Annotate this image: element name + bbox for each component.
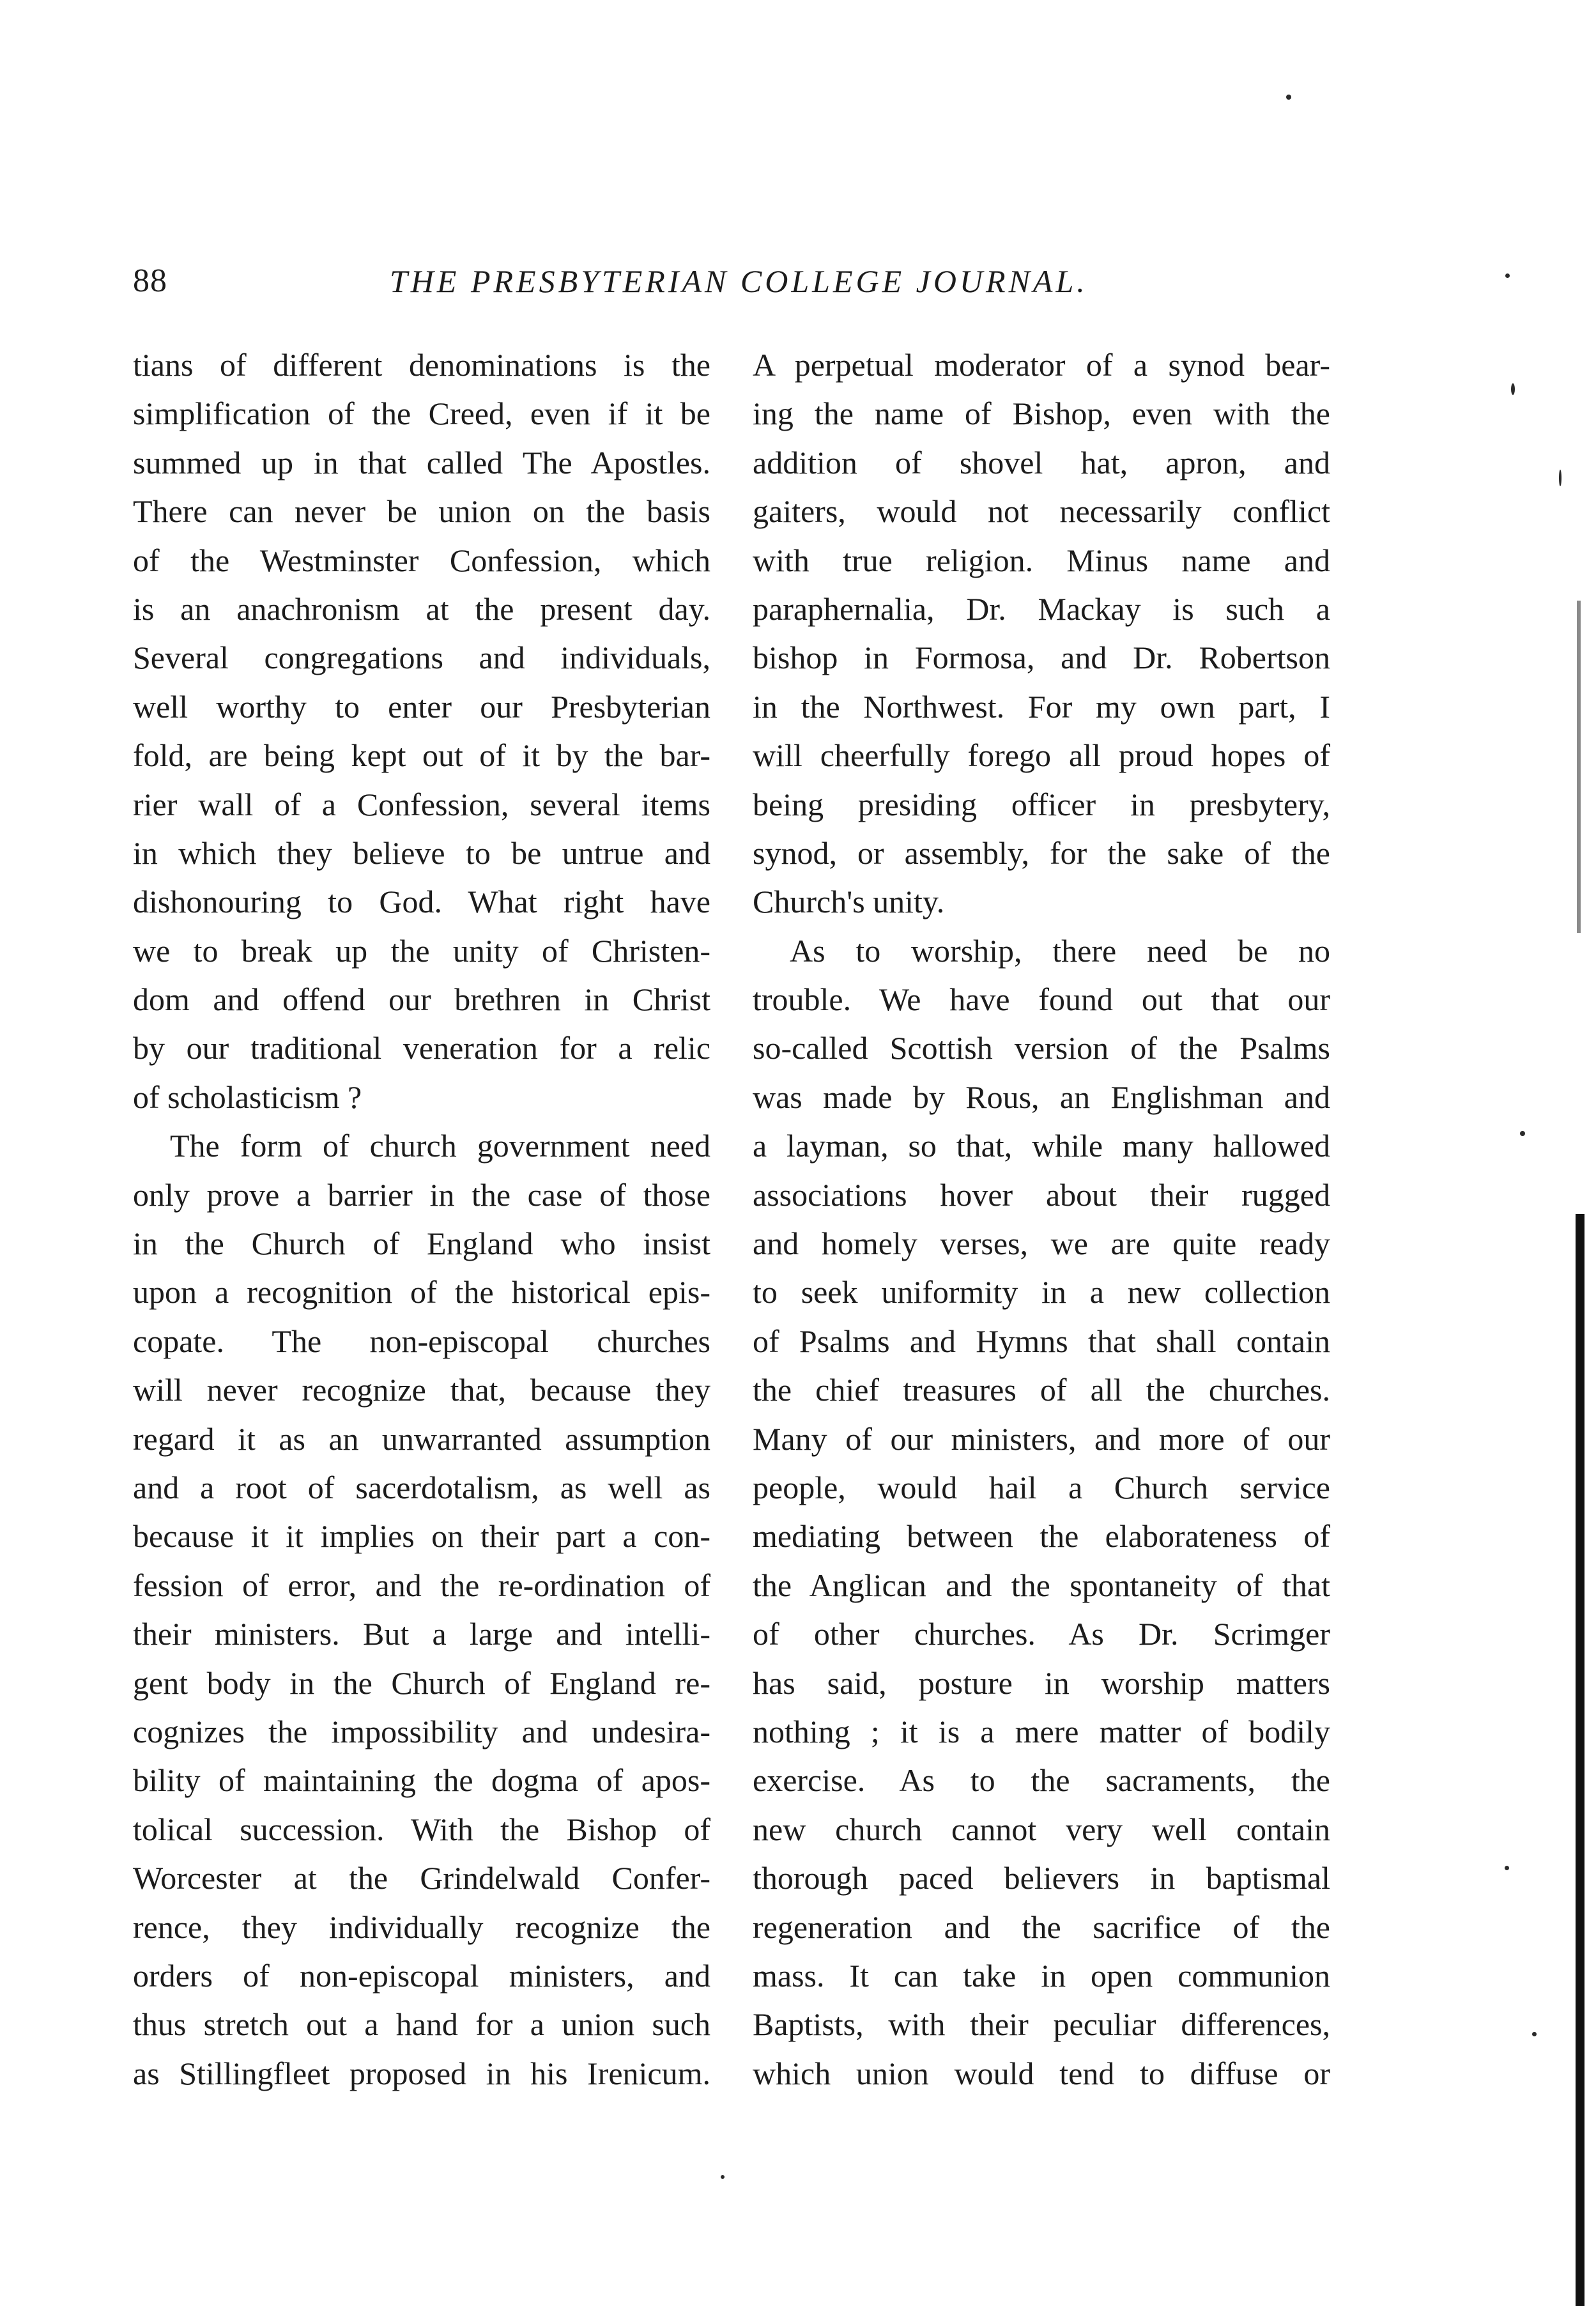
text-line: a layman, so that, while many hallowed: [753, 1128, 1330, 1164]
text-line: because it it implies on their part a con-: [133, 1518, 710, 1555]
text-line: with true religion. Minus name and: [753, 542, 1330, 578]
text-line: summed up in that called The Apostles.: [133, 444, 710, 480]
text-line: people, would hail a Church service: [753, 1469, 1330, 1505]
text-line: Baptists, with their peculiar differences,: [753, 2006, 1330, 2043]
text-line: trouble. We have found out that our: [753, 981, 1330, 1018]
text-line: which union would tend to diffuse or: [753, 2055, 1330, 2091]
text-line: only prove a barrier in the case of those: [133, 1176, 710, 1213]
text-line: dishonouring to God. What right have: [133, 884, 710, 920]
text-line: fold, are being kept out of it by the bar-: [133, 737, 710, 774]
text-line: tians of different denominations is the: [133, 347, 710, 383]
right-text-column: [753, 341, 1330, 2098]
text-line: dom and offend our brethren in Christ: [133, 981, 710, 1018]
text-line: copate. The non-episcopal churches: [133, 1323, 710, 1359]
text-line: the Anglican and the spontaneity of that: [753, 1567, 1330, 1603]
text-line: regeneration and the sacrifice of the: [753, 1909, 1330, 1945]
text-line: Several congregations and individuals,: [133, 640, 710, 676]
text-line: mass. It can take in open communion: [753, 1957, 1330, 1994]
text-line: simplification of the Creed, even if it be: [133, 396, 710, 432]
text-line: orders of non-episcopal ministers, and: [133, 1957, 710, 1994]
text-line: we to break up the unity of Christen-: [133, 932, 710, 969]
text-line: A perpetual moderator of a synod bear-: [753, 347, 1330, 383]
text-line: and a root of sacerdotalism, as well as: [133, 1469, 710, 1505]
page-number: 88: [133, 263, 167, 299]
scan-speck: [1559, 470, 1561, 486]
text-line: well worthy to enter our Presbyterian: [133, 688, 710, 725]
text-line: in which they believe to be untrue and: [133, 834, 710, 871]
text-line: nothing ; it is a mere matter of bodily: [753, 1713, 1330, 1749]
text-line: new church cannot very well contain: [753, 1811, 1330, 1847]
text-line: addition of shovel hat, apron, and: [753, 444, 1330, 480]
text-line: bility of maintaining the dogma of apos-: [133, 1762, 710, 1799]
text-line: in the Northwest. For my own part, I: [753, 688, 1330, 725]
text-line: being presiding officer in presbytery,: [753, 786, 1330, 822]
text-line: gaiters, would not necessarily conflict: [753, 493, 1330, 530]
text-line: Church's unity.: [753, 884, 945, 920]
text-line: fession of error, and the re-ordination of: [133, 1567, 710, 1603]
text-line: tolical succession. With the Bishop of: [133, 1811, 710, 1847]
text-line: paraphernalia, Dr. Mackay is such a: [753, 590, 1330, 627]
text-line: their ministers. But a large and intelli-: [133, 1616, 710, 1652]
text-line: ing the name of Bishop, even with the: [753, 396, 1330, 432]
text-line: so-called Scottish version of the Psalms: [753, 1030, 1330, 1066]
text-line: was made by Rous, an Englishman and: [753, 1079, 1330, 1115]
text-line: thus stretch out a hand for a union such: [133, 2006, 710, 2043]
text-line: Many of our ministers, and more of our: [753, 1420, 1330, 1457]
binding-edge-bar: [1576, 1214, 1584, 2306]
text-line: cognizes the impossibility and undesira-: [133, 1713, 710, 1749]
text-line: rence, they individually recognize the: [133, 1909, 710, 1945]
text-line: of Psalms and Hymns that shall contain: [753, 1323, 1330, 1359]
scan-speck: [1505, 273, 1510, 278]
text-line: rier wall of a Confession, several items: [133, 786, 710, 822]
text-line: exercise. As to the sacraments, the: [753, 1762, 1330, 1799]
text-line: is an anachronism at the present day.: [133, 590, 710, 627]
text-line: mediating between the elaborateness of: [753, 1518, 1330, 1555]
binding-edge-bar: [1577, 601, 1581, 933]
text-line: of other churches. As Dr. Scrimger: [753, 1616, 1330, 1652]
scan-speck: [1520, 1131, 1525, 1136]
text-line: There can never be union on the basis: [133, 493, 710, 530]
scan-speck: [1286, 95, 1291, 100]
text-line: of scholasticism ?: [133, 1079, 362, 1115]
text-line: has said, posture in worship matters: [753, 1664, 1330, 1701]
text-line: to seek uniformity in a new collection: [753, 1274, 1330, 1311]
text-line: gent body in the Church of England re-: [133, 1664, 710, 1701]
text-line: by our traditional veneration for a relic: [133, 1030, 710, 1066]
paragraph-start-line: The form of church government need: [170, 1128, 710, 1164]
text-line: in the Church of England who insist: [133, 1226, 710, 1262]
text-line: associations hover about their rugged: [753, 1176, 1330, 1213]
text-line: will cheerfully forego all proud hopes of: [753, 737, 1330, 774]
text-line: synod, or assembly, for the sake of the: [753, 834, 1330, 871]
text-line: regard it as an unwarranted assumption: [133, 1420, 710, 1457]
scan-speck: [1505, 1866, 1509, 1870]
paragraph-start-line: As to worship, there need be no: [790, 932, 1330, 969]
text-line: will never recognize that, because they: [133, 1372, 710, 1408]
text-line: and homely verses, we are quite ready: [753, 1226, 1330, 1262]
running-head: THE PRESBYTERIAN COLLEGE JOURNAL.: [390, 263, 1088, 299]
scan-speck: [1511, 383, 1515, 395]
left-text-column: [133, 341, 710, 2098]
text-line: of the Westminster Confession, which: [133, 542, 710, 578]
text-line: as Stillingfleet proposed in his Irenicum.: [133, 2055, 710, 2091]
scan-speck: [721, 2175, 725, 2179]
text-line: upon a recognition of the historical epis-: [133, 1274, 710, 1311]
text-line: thorough paced believers in baptismal: [753, 1860, 1330, 1896]
text-line: Worcester at the Grindelwald Confer-: [133, 1860, 710, 1896]
text-line: the chief treasures of all the churches.: [753, 1372, 1330, 1408]
scan-speck: [1532, 2032, 1537, 2036]
text-line: bishop in Formosa, and Dr. Robertson: [753, 640, 1330, 676]
